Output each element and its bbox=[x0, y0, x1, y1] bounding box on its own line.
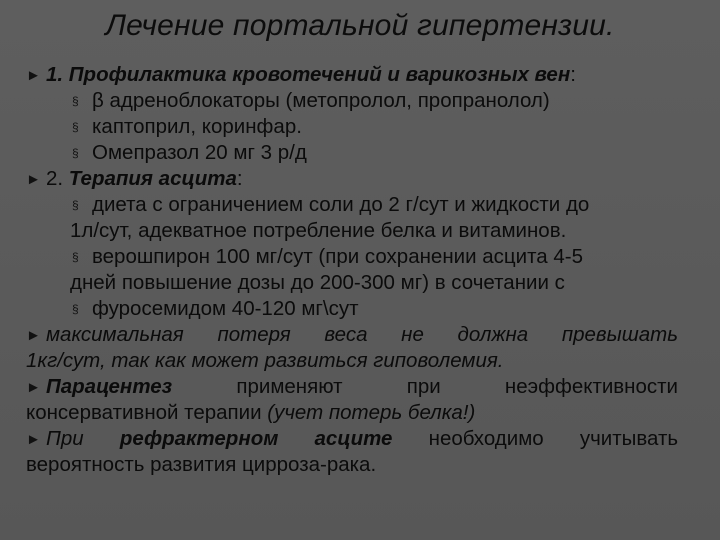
sub-item-continuation bbox=[26, 270, 678, 296]
sub-item-text: верошпирон 100 мг/сут (при сохранении асцита 4-5 bbox=[92, 245, 583, 268]
triangle-bullet-icon: ► bbox=[26, 379, 41, 396]
sub-item-text: дней повышение дозы до 200-300 мг) в сочетании с bbox=[70, 271, 565, 294]
sub-item bbox=[26, 192, 678, 218]
sub-item-text: каптоприл, коринфар. bbox=[92, 115, 302, 138]
sub-item bbox=[26, 114, 678, 140]
slide-title: Лечение портальной гипертензии. bbox=[105, 9, 615, 42]
item-heading: Профилактика кровотечений и варикозных вен bbox=[68, 63, 571, 86]
item-heading: Терапия асцита bbox=[68, 167, 237, 190]
list-item-paracentesis bbox=[26, 374, 678, 400]
sub-item-text: диета с ограничением соли до 2 г/сут и жидкости до bbox=[92, 193, 590, 216]
item-text: необходимо учитывать bbox=[428, 427, 679, 450]
list-item-ascites-therapy bbox=[26, 166, 678, 192]
item-text: вероятность развития цирроза-рака. bbox=[26, 453, 377, 476]
list-item-prophylaxis bbox=[26, 62, 678, 88]
item-text: максимальная потеря веса не должна превышать bbox=[46, 323, 678, 346]
sub-item-text: 1л/сут, адекватное потребление белка и витаминов. bbox=[70, 219, 567, 242]
item-colon: : bbox=[570, 63, 576, 86]
section-bullet-icon: § bbox=[72, 120, 79, 134]
triangle-bullet-icon: ► bbox=[26, 67, 41, 84]
sub-item-text: β адреноблокаторы (метопролол, пропранолол) bbox=[92, 89, 550, 112]
item-bold-term: Парацентез bbox=[46, 375, 173, 398]
item-number: 2. bbox=[46, 167, 69, 190]
item-text: консервативной терапии bbox=[26, 401, 268, 424]
sub-item-continuation bbox=[26, 218, 678, 244]
item-number: 1. bbox=[46, 63, 69, 86]
sub-item bbox=[26, 296, 678, 322]
list-item-weight-loss bbox=[26, 322, 678, 348]
section-bullet-icon: § bbox=[72, 146, 79, 160]
triangle-bullet-icon: ► bbox=[26, 327, 41, 344]
triangle-bullet-icon: ► bbox=[26, 431, 41, 448]
item-bold-term: рефрактерном асците bbox=[119, 427, 393, 450]
item-text: применяют при неэффективности bbox=[236, 375, 678, 398]
section-bullet-icon: § bbox=[72, 94, 79, 108]
sub-item bbox=[26, 140, 678, 166]
item-continuation bbox=[26, 452, 678, 478]
sub-item bbox=[26, 244, 678, 270]
item-colon: : bbox=[236, 167, 243, 190]
slide-content bbox=[26, 62, 678, 478]
section-bullet-icon: § bbox=[72, 198, 79, 212]
item-italic-note: (учет потерь белка!) bbox=[267, 401, 476, 424]
item-text: При bbox=[46, 427, 120, 450]
triangle-bullet-icon: ► bbox=[26, 171, 41, 188]
list-item-refractory-ascites bbox=[26, 426, 678, 452]
sub-item bbox=[26, 88, 678, 114]
item-continuation bbox=[26, 348, 678, 374]
item-continuation bbox=[26, 400, 678, 426]
sub-item-text: фуросемидом 40-120 мг\сут bbox=[92, 297, 359, 320]
section-bullet-icon: § bbox=[72, 302, 79, 316]
item-text: 1кг/сут, так как может развиться гиповолемия. bbox=[26, 349, 504, 372]
section-bullet-icon: § bbox=[72, 250, 79, 264]
sub-item-text: Омепразол 20 мг 3 р/д bbox=[92, 141, 307, 164]
